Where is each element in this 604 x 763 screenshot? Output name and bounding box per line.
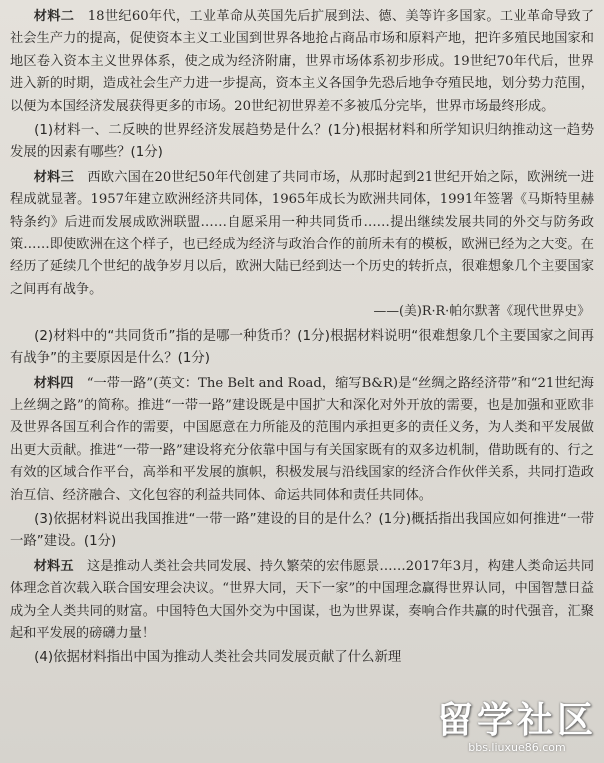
watermark-url: bbs.liuxue86.com [468,741,566,754]
watermark-title: 留学社区 [436,700,597,741]
material-2-text: 18世纪60年代，工业革命从英国先后扩展到法、德、美等许多国家。工业革命导致了社会生产力的提高，促使资本主义工业国到世界各地抢占商品市场和原料产地，把许多殖民地国家和地区卷入资本主义世界体系，使之成为经济附庸，世界市场体系初步形成。19世纪70年代后，世界进入新的时期，造成社会生产力进一步提高，资本主义各国争先恐后地争夺殖民地，划分势力范围，以便为本国经济发展获得更多的市场。20世纪初世界差不多被瓜分完毕，世界市场最终形成。 [10,9,595,114]
material-5-label: 材料五 [33,558,74,574]
material-3-paragraph [10,167,594,301]
material-3-label: 材料三 [33,169,74,185]
material-4-paragraph [10,373,594,507]
material-2-paragraph [10,6,594,118]
material-5-text: 这是推动人类社会共同发展、持久繁荣的宏伟愿景……2017年3月，构建人类命运共同体理念首次载入联合国安理会决议。“世界大同，天下一家”的中国理念赢得世界认同，中国智慧日益成为全人类共同的财富。中国特色大国外交为中国谋，也为世界谋，奏响合作共赢的时代强音，汇聚起和平发展的磅礴力量！ [10,558,595,641]
material-2-label: 材料二 [33,9,75,24]
exam-content [10,6,594,670]
material-3-source: ——(美)R·R·帕尔默著《现代世界史》 [373,304,590,320]
site-watermark [436,701,598,757]
material-4-text: “一带一路”(英文：The Belt and Road，缩写B&R)是“丝绸之路经济带”和“21世纪海上丝绸之路”的简称。推进“一带一路”建设既是中国扩大和深化对外开放的需要，也是加强和亚欧非及世界各国互利合作的需要，中国愿意在力所能及的范围内承担更多的责任义务，为人类和平发展做出更大贡献。推进“一带一路”建设将充分依靠中国与有关国家既有的双多边机制，借助既有的、行之有效的区域合作平台，高举和平发展的旗帜，积极发展与沿线国家的经济合作伙伴关系，共同打造政治互信、经济融合、文化包容的利益共同体、命运共同体和责任共同体。 [10,375,594,503]
material-4-label: 材料四 [33,375,74,391]
material-5-paragraph [10,556,594,646]
material-3-text: 西欧六国在20世纪50年代创建了共同市场，从那时起到21世纪开始之际，欧洲统一进程成就显著。1957年建立欧洲经济共同体，1965年成长为欧洲共同体，1991年签署《马斯特里赫特条约》后进而发展成欧洲联盟……自愿采用一种共同货币……提出继续发展共同的外交与防务政策……即使欧洲在这个样子，也已经成为经济与政治合作的前所未有的模板，欧洲已经为之大变。在经历了延续几个世纪的战争岁月以后，欧洲大陆已经到达一个历史的转折点，很难想象几个主要国家之间再有战争。 [10,169,595,297]
question-2: (2)材料中的“共同货币”指的是哪一种货币？(1分)根据材料说明“很难想象几个主要国家之间再有战争”的主要原因是什么？(1分) [10,328,594,367]
question-1: (1)材料一、二反映的世界经济发展趋势是什么？(1分)根据材料和所学知识归纳推动这一趋势发展的因素有哪些？(1分) [10,123,594,161]
question-3: (3)依据材料说出我国推进“一带一路”建设的目的是什么？(1分)概括指出我国应如何推进“一带一路”建设。(1分) [10,511,594,550]
question-4: (4)依据材料指出中国为推动人类社会共同发展贡献了什么新理 [34,650,402,666]
